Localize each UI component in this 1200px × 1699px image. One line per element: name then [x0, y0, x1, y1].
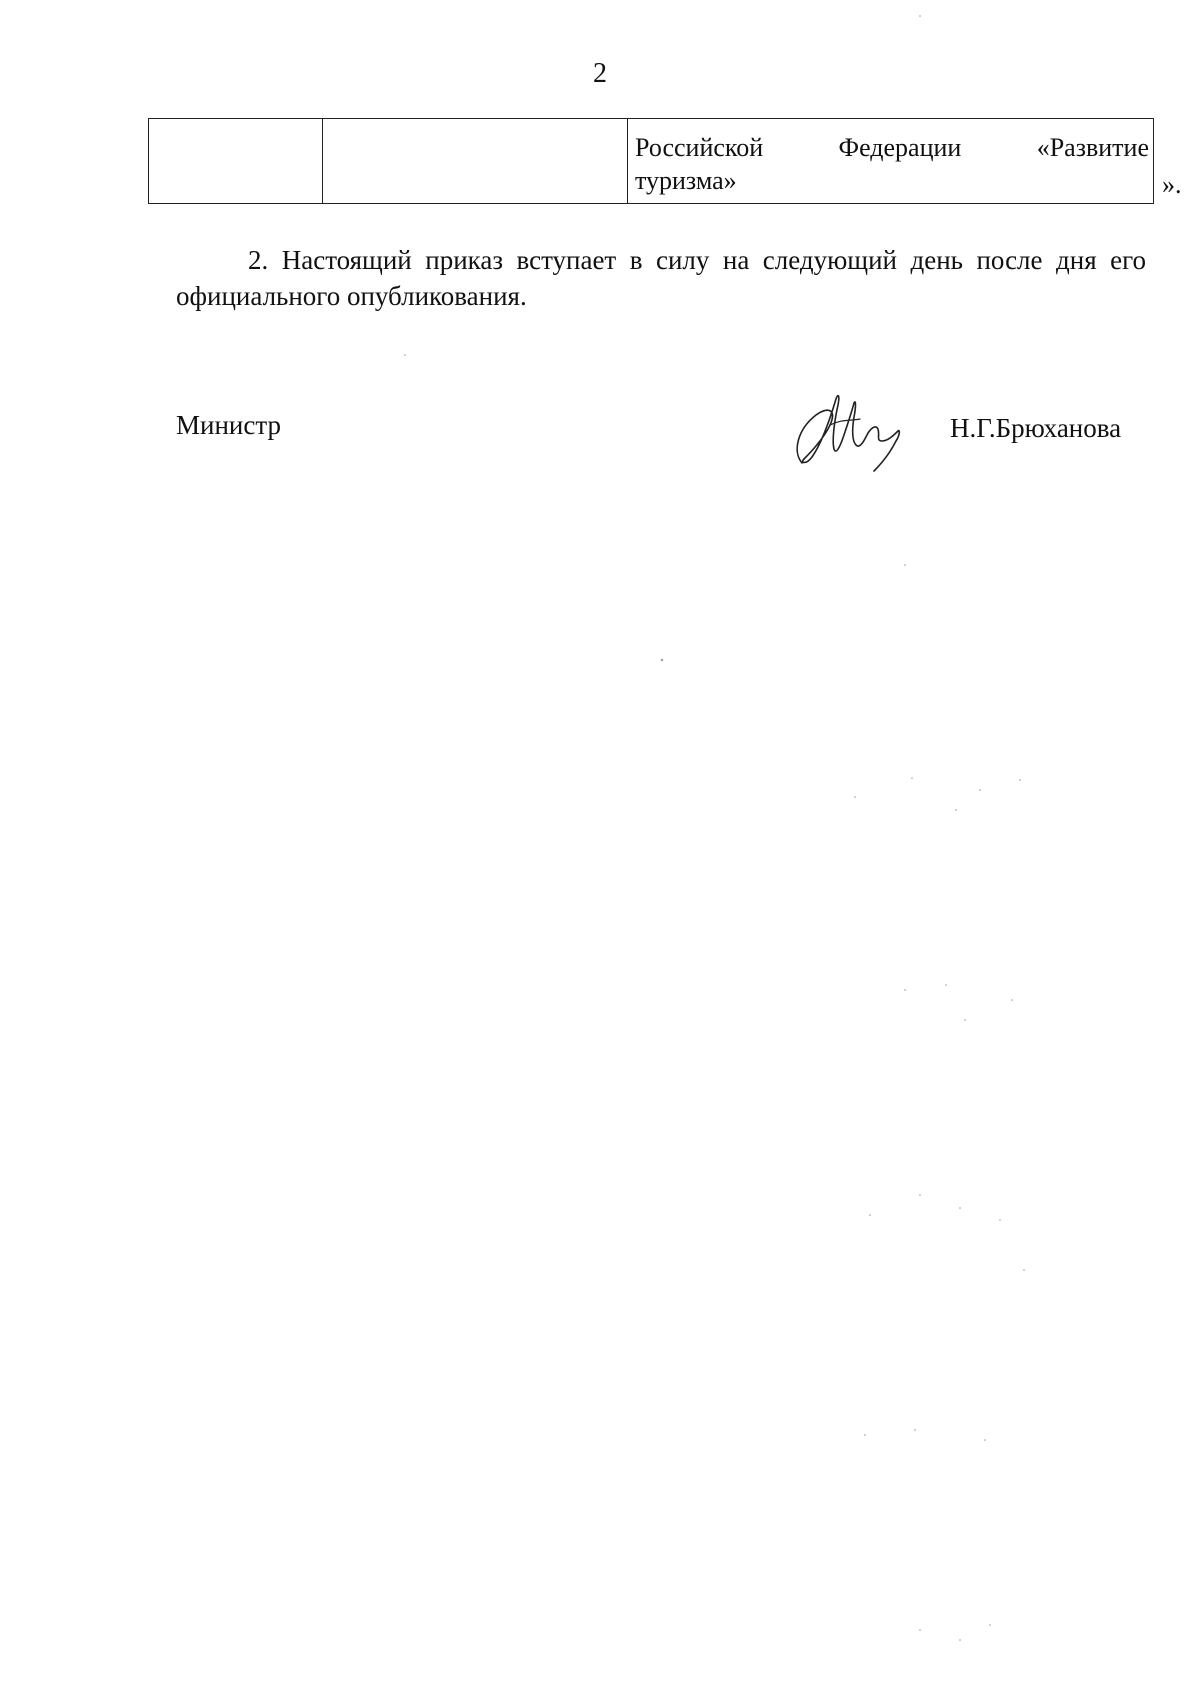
closing-quote-mark: ».: [1162, 170, 1182, 199]
table-row: [148, 118, 1154, 204]
program-word-3: «Развитие: [1036, 133, 1149, 162]
table-cell-empty-2: [323, 119, 628, 203]
page-number: 2: [593, 58, 607, 89]
paragraph-item-2: 2. Настоящий приказ вступает в силу на следующий день после дня его официального опубликования.: [176, 245, 1146, 311]
signer-name: Н.Г.Брюханова: [950, 413, 1122, 443]
program-name-line-1: [635, 131, 1149, 164]
table-cell-program-name: [628, 119, 1153, 203]
program-word-1: Российской: [635, 133, 764, 162]
table-cell-empty-1: [149, 119, 323, 203]
signer-title: Министр: [176, 410, 281, 440]
program-name-line-2: туризма»: [635, 166, 737, 195]
program-word-2: Федерации: [838, 133, 962, 162]
handwritten-signature-icon: [790, 385, 910, 475]
